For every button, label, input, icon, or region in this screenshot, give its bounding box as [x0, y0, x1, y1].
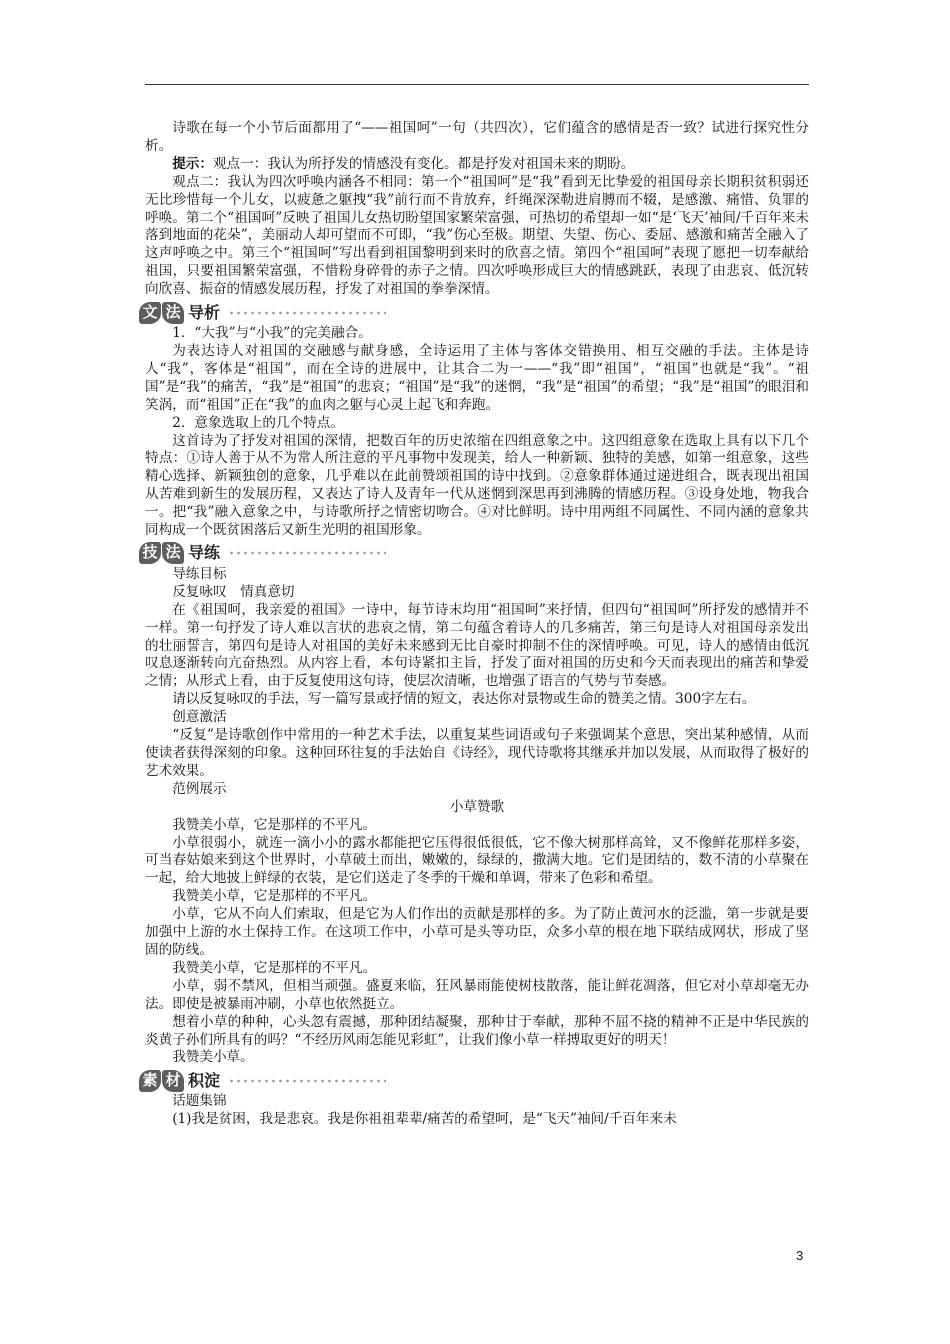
- example-paragraph: 想着小草的种种，心头忽有震撼，那种团结凝聚，那种甘于奉献，那种不屈不挠的精神不正是中华民族的炎黄子孙们所具有的吗？“不经历风雨怎能见彩虹”，让我们像小草一样搏取更好的明天！: [145, 1013, 809, 1048]
- writing-task: 请以反复咏叹的手法，写一篇写景或抒情的短文，表达你对景物或生命的赞美之情。300字左右。: [172, 691, 756, 708]
- badge-char: 素: [139, 1070, 161, 1092]
- goal-label: 导练目标: [172, 565, 227, 582]
- example-paragraph: 我赞美小草，它是那样的不平凡。: [172, 888, 377, 905]
- example-paragraph: 小草，它从不向人们索取，但是它为人们作出的贡献是那样的多。为了防止黄河水的泛滥，第一步就是要加强中上游的水土保持工作。在这项工作中，小草可是头等功臣，众多小草的根在地下联结成网状，形成了坚固的防线。: [145, 906, 809, 958]
- section-badge: [139, 302, 185, 324]
- dotted-divider: [228, 308, 386, 318]
- example-paragraph: 我赞美小草，它是那样的不平凡。: [172, 816, 377, 833]
- section-badge: [139, 542, 185, 564]
- example-paragraph: 小草很弱小，就连一滴小小的露水都能把它压得很低很低，它不像大树那样高耸，又不像鲜花那样多姿，可当春姑娘来到这个世界时，小草破土而出，嫩嫩的，绿绿的，撒满大地。它们是团结的，数不清的小草聚在一起，给大地披上鲜绿的衣装，是它们送走了冬季的干燥和单调，带来了色彩和希望。: [145, 834, 809, 887]
- point-text: 为表达诗人对祖国的交融感与献身感，全诗运用了主体与客体交错换用、相互交融的手法。主体是诗人“我”，客体是“祖国”，而在全诗的进展中，让其合二为一——“我”即“祖国”，“祖国”也就是“我”。“祖国”是“我”的痛苦，“我”是“祖国”的悲哀；“祖国”是“我”的迷惘，“我”是“祖国”的希望；“我”是“祖国”的眼泪和笑涡，而“祖国”正在“我”的血肉之躯与心灵上起飞和奔跑。: [145, 342, 809, 413]
- activate-label: 创意激活: [172, 709, 227, 726]
- activate-text: “反复”是诗歌创作中常用的一种艺术手法，以重复某些词语或句子来强调某个意思，突出某种感情，从而使读者获得深刻的印象。这种回环往复的手法始自《诗经》，现代诗歌将其继承并加以发展，从而取得了极好的艺术效果。: [145, 727, 809, 779]
- example-title: 小草赞歌: [449, 798, 505, 815]
- topic-label: 话题集锦: [172, 1093, 227, 1110]
- point-title: 2．意象选取上的几个特点。: [172, 414, 344, 431]
- section-header-wenfa: [139, 301, 809, 324]
- point-text: 这首诗为了抒发对祖国的深情，把数百年的历史浓缩在四组意象之中。这四组意象在选取上具有以下几个特点：①诗人善于从不为常人所注意的平凡事物中发现美，给人一种新颖、独特的美感，如第一组意象，这些精心选择、新颖独创的意象，几乎难以在此前赞颂祖国的诗中找到。②意象群体通过递进组合，既表现出祖国从苦难到新生的发展历程，又表达了诗人及青年一代从迷惘到深思再到沸腾的情感历程。③设身处地，物我合一。把“我”融入意象之中，与诗歌所抒之情密切吻合。④对比鲜明。诗中用两组不同属性、不同内涵的意象共同构成一个既贫困落后又新生光明的祖国形象。: [145, 432, 809, 539]
- badge-char: 文: [139, 302, 161, 324]
- section-header-sucai: [139, 1069, 809, 1092]
- badge-char: 技: [139, 542, 161, 564]
- goal-title: 反复咏叹 情真意切: [172, 583, 295, 600]
- example-paragraph: 我赞美小草，它是那样的不平凡。: [172, 959, 377, 976]
- discussion-question: 诗歌在每一个小节后面都用了“——祖国呵”一句（共四次），它们蕴含的感情是否一致？试进行探究性分析。: [145, 120, 809, 154]
- dotted-divider: [228, 548, 386, 558]
- page-number: 3: [796, 1248, 804, 1263]
- view-two-paragraph: 观点二：我认为四次呼唤内涵各不相同：第一个“祖国呵”是“我”看到无比挚爱的祖国母亲长期积贫积弱还无比珍惜每一个儿女，以疲惫之躯拽“我”前行而不肯放弃，纤绳深深勒进肩膊而不辍，是感激、痛惜、负罪的呼唤。第二个“祖国呵”反映了祖国儿女热切盼望国家繁荣富强，可热切的希望却一如“是‘飞天’袖间/千百年来未落到地面的花朵”，美丽动人却可望而不可即，“我”伤心至极。期望、失望、伤心、委屈、感激和痛苦全融入了这声呼唤之中。第三个“祖国呵”写出看到祖国黎明到来时的欣喜之情。第四个“祖国呵”表现了愿把一切奉献给祖国，只要祖国繁荣富强，不惜粉身碎骨的赤子之情。四次呼唤形成巨大的情感跳跃，表现了由悲哀、低沉转向欣喜、振奋的情感发展历程，抒发了对祖国的拳拳深情。: [145, 173, 809, 298]
- section-header-jifa: [139, 542, 809, 565]
- example-label: 范例展示: [172, 780, 227, 797]
- badge-char: 法: [162, 542, 184, 564]
- example-paragraph: 小草，弱不禁风，但相当顽强。盛夏来临，狂风暴雨能使树枝散落，能让鲜花凋落，但它对小草却毫无办法。即使是被暴雨冲刷，小草也依然挺立。: [145, 977, 809, 1012]
- dotted-divider: [228, 1076, 386, 1086]
- hint-paragraph: [145, 156, 809, 174]
- topic-item: (1)我是贫困，我是悲哀。我是你祖祖辈辈/痛苦的希望呵，是“飞天”袖间/千百年来未: [172, 1111, 677, 1128]
- page-content: [142, 120, 809, 1129]
- section-title: 导析: [188, 302, 221, 322]
- section-title: 积淀: [188, 1070, 221, 1090]
- hint-text: 观点一：我认为所抒发的情感没有变化。都是抒发对祖国未来的期盼。: [212, 155, 635, 172]
- goal-text: 在《祖国呵，我亲爱的祖国》一诗中，每节诗末均用“祖国呵”来抒情，但四句“祖国呵”所抒发的感情并不一样。第一句抒发了诗人难以言状的悲哀之情，第二句蕴含着诗人的几多痛苦，第三句是诗人对祖国母亲发出的壮丽誓言，第四句是诗人对祖国的美好未来感到无比自豪时抑制不住的深情呼唤。可见，诗人的感情由低沉叹息逐渐转向亢奋热烈。从内容上看，本句诗紧扣主旨，抒发了面对祖国的历史和今天而表现出的痛苦和挚爱之情；从形式上看，由于反复使用这句诗，使层次清晰，也增强了语言的气势与节奏感。: [145, 601, 809, 690]
- badge-char: 法: [162, 302, 184, 324]
- example-paragraph: 我赞美小草。: [172, 1049, 254, 1066]
- point-title: 1．“大我”与“小我”的完美融合。: [172, 325, 372, 342]
- hint-label: 提示：: [172, 155, 213, 172]
- badge-char: 材: [162, 1070, 184, 1092]
- section-title: 导练: [188, 543, 221, 563]
- header-rule: [145, 84, 809, 85]
- section-badge: [139, 1070, 185, 1092]
